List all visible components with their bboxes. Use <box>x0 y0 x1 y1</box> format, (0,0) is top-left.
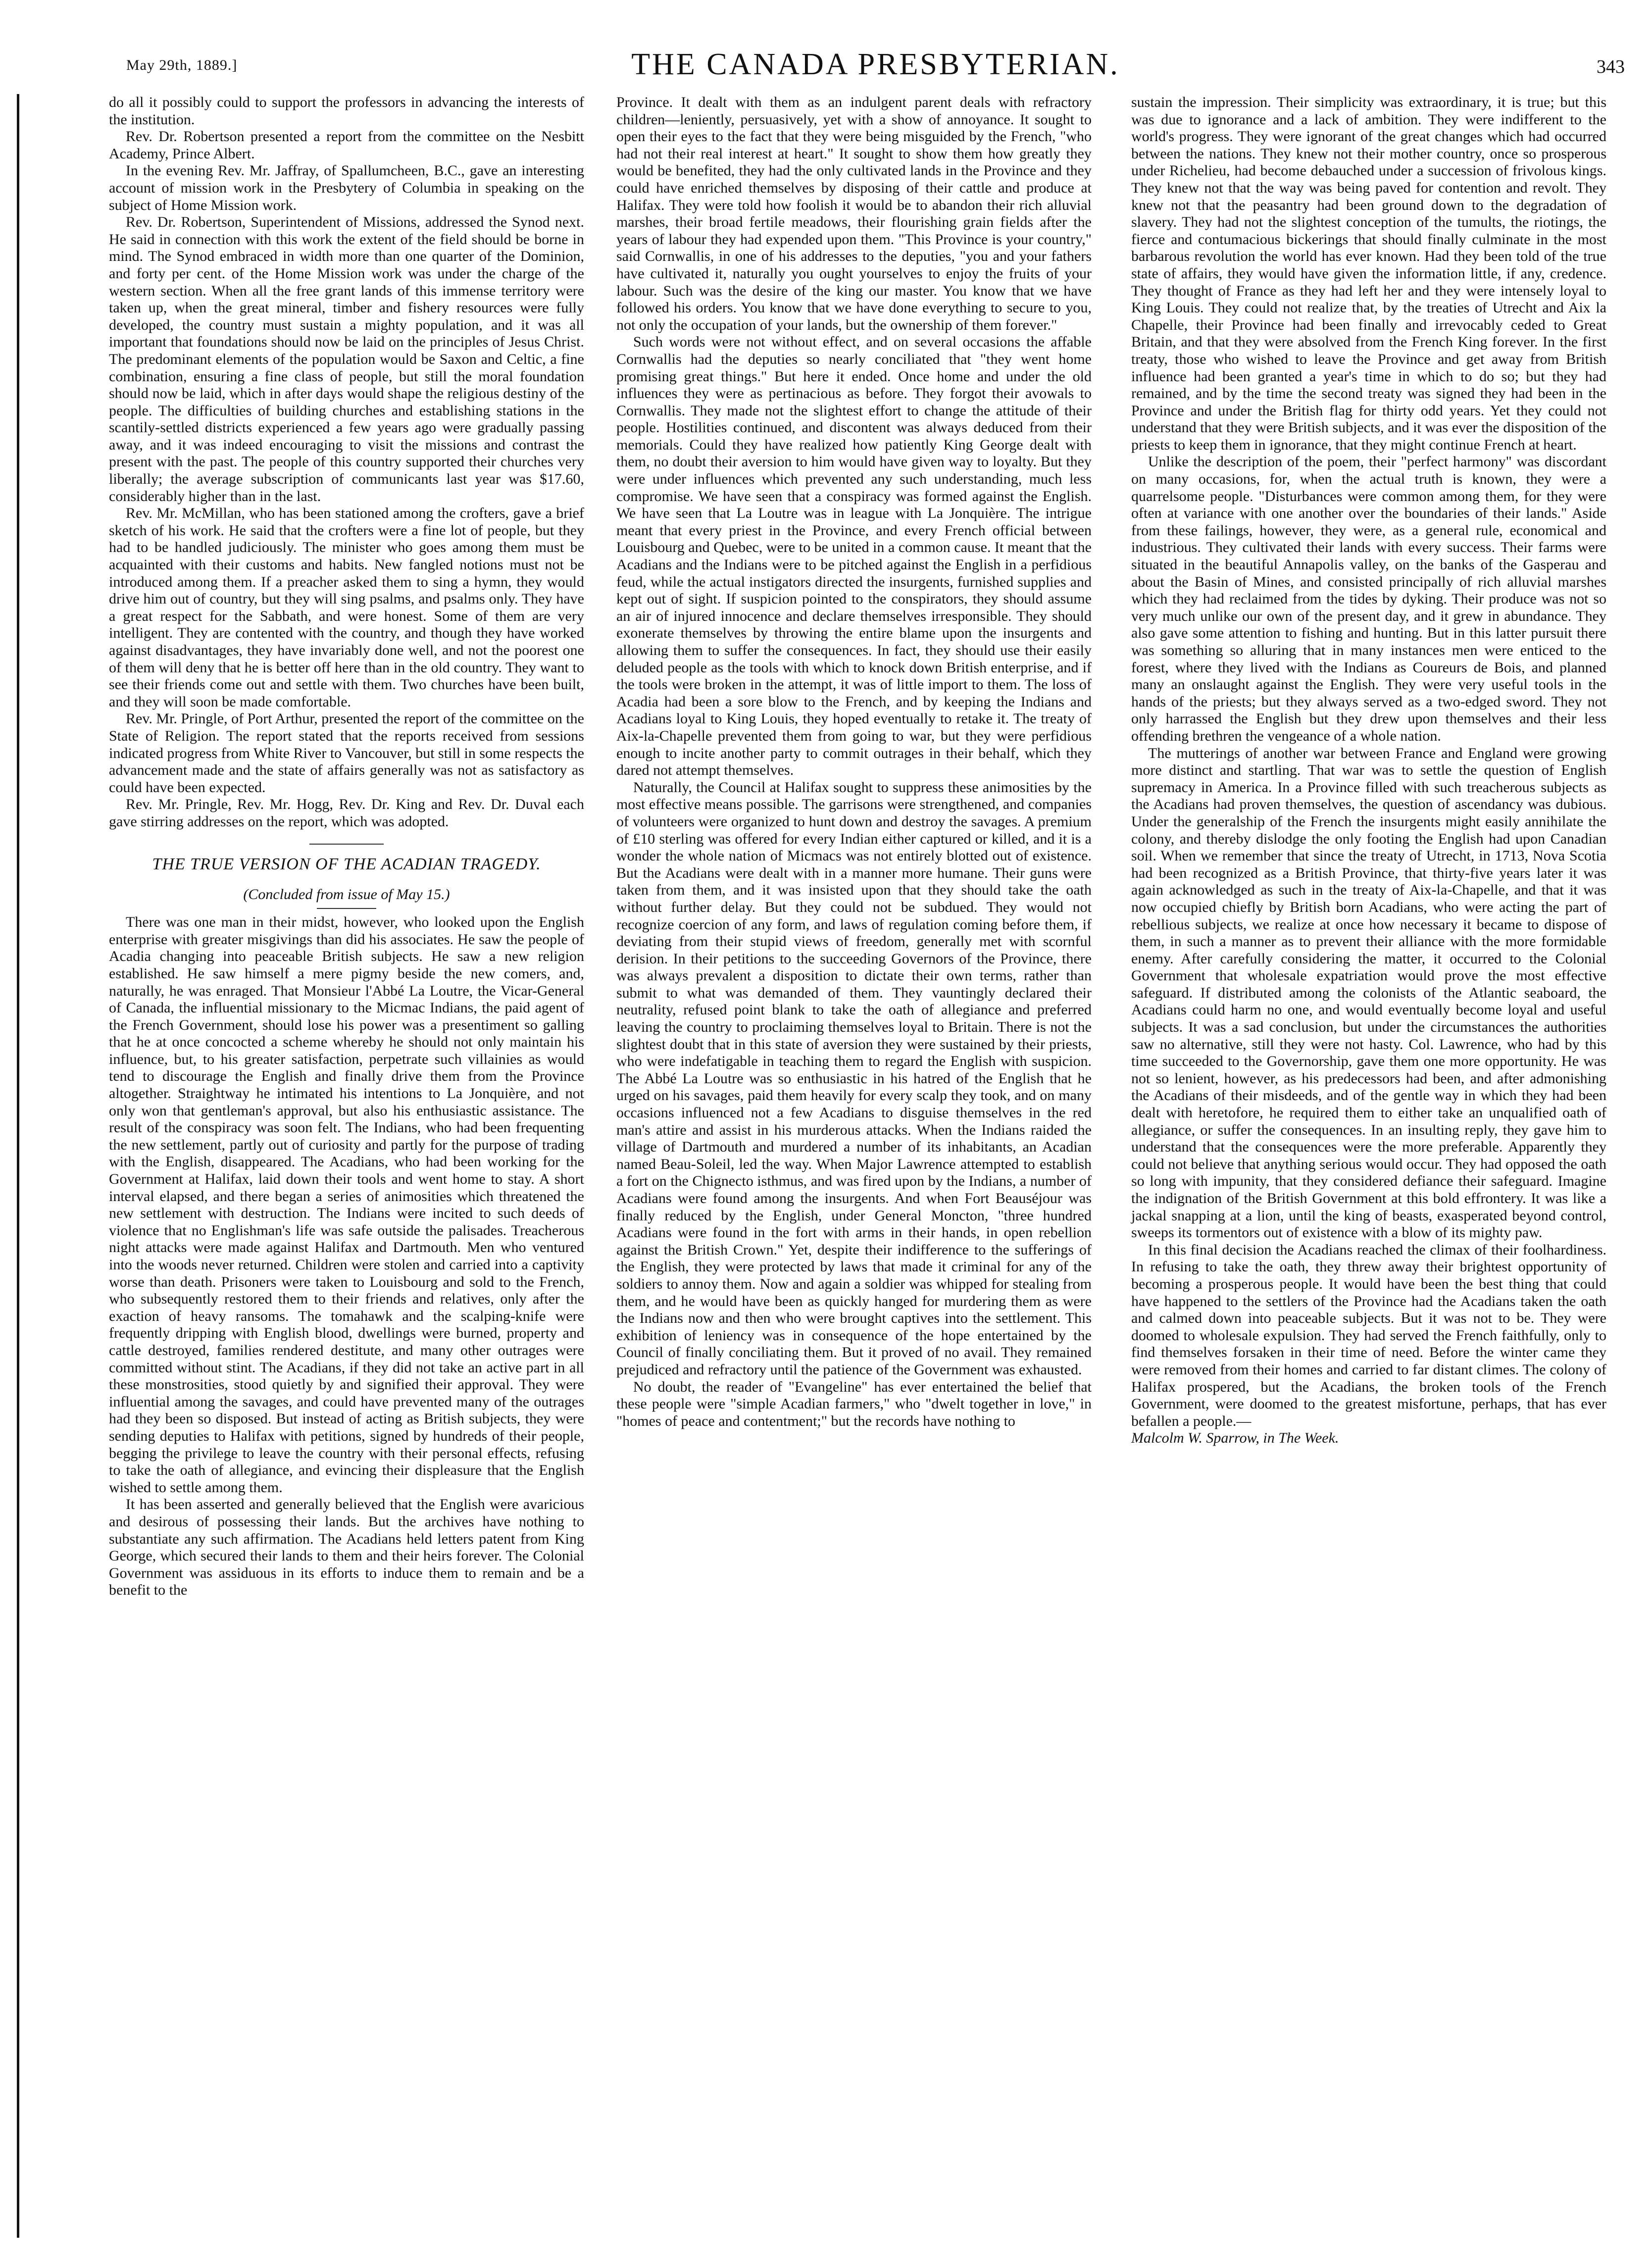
paragraph: Naturally, the Council at Halifax sought to suppress these animosities by the most effective means possible. The garrisons were strengthened, and companies of volunteers were organized to hunt down and destroy the savages. A premium of £10 sterling was offered for every Indian either captured or killed, and it is a wonder the whole nation of Micmacs was not entirely blotted out of existence. But the Acadians were dealt with in a manner more humane. Their guns were taken from them, and it was insisted upon that they should take the oath without further delay. But they could not be subdued. They would not recognize coercion of any form, and laws of regulation coming before them, if deviating from their stupid views of freedom, generally met with scornful derision. In their petitions to the succeeding Governors of the Province, there was always prevalent a disposition to dictate their own terms, rather than submit to what was demanded of them. They vauntingly declared their neutrality, refused point blank to take the oath of allegiance and preferred leaving the country to proclaiming themselves loyal to Britain. There is not the slightest doubt that in this state of aversion they were sustained by their priests, who were indefatigable in teaching them to regard the English with suspicion. The Abbé La Loutre was so enthusiastic in his hatred of the English that he urged on his savages, paid them heavily for every scalp they took, and on many occasions influenced not a few Acadians to disguise themselves in the red man's attire and assist in his murderous attacks. When the Indians raided the village of Dartmouth and murdered a number of its inhabitants, an Acadian named Beau-Soleil, led the way. When Major Lawrence attempted to establish a fort on the Chignecto isthmus, and was fired upon by the Indians, a number of Acadians were found among the insurgents. And when Fort Beauséjour was finally reduced by the English, under General Moncton, "three hundred Acadians were found in the fort with arms in their hands, in open rebellion against the British Crown." Yet, despite their indifference to the sufferings of the English, they were protected by laws that made it criminal for any of the soldiers to annoy them. Now and again a soldier was whipped for stealing from them, and he would have been as quickly hanged for murdering them as were the Indians now and then who were brought captives into the settlement. This exhibition of leniency was in consequence of the hope entertained by the Council of finally conciliating them. But it proved of no avail. They remained prejudiced and refractory until the patience of the Government was exhausted. <box>616 779 1092 1378</box>
paragraph: Rev. Mr. Pringle, Rev. Mr. Hogg, Rev. Dr. King and Rev. Dr. Duval each gave stirring addresses on the report, which was adopted. <box>109 796 584 830</box>
paragraph: Province. It dealt with them as an indulgent parent deals with refractory children—leniently, persuasively, yet with a show of annoyance. It sought to open their eyes to the fact that they were being misguided by the French, "who had not their real interest at heart." It sought to show them how greatly they would be benefited, they had the only cultivated lands in the Province and they could have enriched themselves by disposing of their cattle and produce at Halifax. They were told how foolish it would be to abandon their rich alluvial marshes, their broad fertile meadows, their flourishing grain fields after the years of labour they had expended upon them. "This Province is your country," said Cornwallis, in one of his addresses to the deputies, "you and your fathers have cultivated it, naturally you ought yourselves to enjoy the fruits of your labour. Such was the desire of the king our master. You know that we have followed his orders. You know that we have done everything to secure to you, not only the occupation of your lands, but the ownership of them forever." <box>616 94 1092 333</box>
paragraph: The mutterings of another war between France and England were growing more distinct and startling. That war was to settle the question of English supremacy in America. In a Province filled with such treacherous subjects as the Acadians had proven themselves, the question of ascendancy was dubious. Under the generalship of the French the insurgents might easily annihilate the colony, and thereby dislodge the only footing the English had upon Canadian soil. When we remember that since the treaty of Utrecht, in 1713, Nova Scotia had been recognized as a British Province, that thirty-five years later it was again acknowledged as such in the treaty of Aix-la-Chapelle, and that it was now occupied chiefly by British born Acadians, who were acting the part of rebellious subjects, we realize at once how necessary it became to dispose of them, in such a manner as to prevent their alliance with the more formidable enemy. After carefully considering the matter, it occurred to the Colonial Government that wholesale expatriation would prove the most effective safeguard. If distributed among the colonists of the Atlantic seaboard, the Acadians could harm no one, and would eventually become loyal and useful subjects. It was a sad conclusion, but under the circumstances the authorities saw no alternative, still they were not hasty. Col. Lawrence, who had by this time succeeded to the Governorship, gave them one more opportunity. He was not so lenient, however, as his predecessors had been, and after admonishing the Acadians of their misdeeds, and of the gentle way in which they had been dealt with heretofore, he required them to either take an unqualified oath of allegiance, or suffer the consequences. In an insulting reply, they gave him to understand that the consequences were the more preferable. Apparently they could not believe that anything serious would occur. They had opposed the oath so long with impunity, that they considered defiance their safeguard. Imagine the indignation of the British Government at this bold effrontery. It was like a jackal snapping at a lion, until the king of beasts, exasperated beyond control, sweeps its tormentors out of existence with a blow of its mighty paw. <box>1131 745 1606 1241</box>
paragraph: It has been asserted and generally believed that the English were avaricious and desirous of possessing their lands. But the archives have nothing to substantiate any such affirmation. The Acadians held letters patent from King George, which secured their lands to them and their heirs forever. The Colonial Government was assiduous in its efforts to induce them to remain and be a benefit to the <box>109 1496 584 1599</box>
paragraph: Rev. Mr. Pringle, of Port Arthur, presented the report of the committee on the State of Religion. The report stated that the reports received from sessions indicated progress from White River to Vancouver, but still in some respects the advancement made and the state of affairs generally was not as satisfactory as could have been expected. <box>109 710 584 796</box>
binding-margin-rule <box>17 94 19 2238</box>
issue-date: May 29th, 1889.] <box>126 57 238 73</box>
subtitle-rule <box>317 908 376 909</box>
paragraph: Rev. Mr. McMillan, who has been stationed among the crofters, gave a brief sketch of his work. He said that the crofters were a fine lot of people, but they had to be handled judiciously. The minister who goes among them must be acquainted with their customs and habits. New fangled notions must not be introduced among them. If a preacher asked them to sing a hymn, they would drive him out of country, but they will sing psalms, and psalms only. They have a great respect for the Sabbath, and were honest. Some of them are very intelligent. They are contented with the country, and though they have worked against disadvantages, they have invariably done well, and not the poorest one of them will deny that he is better off here than in the old country. They want to see their friends come out and settle with them. Two churches have been built, and they will soon be made comfortable. <box>109 505 584 710</box>
page-header <box>126 47 1625 87</box>
paragraph: do all it possibly could to support the professors in advancing the interests of the institution. <box>109 94 584 128</box>
article-title: THE TRUE VERSION OF THE ACADIAN TRAGEDY. <box>152 854 541 873</box>
column-1 <box>109 94 584 1599</box>
paragraph: There was one man in their midst, however, who looked upon the English enterprise with greater misgivings than did his associates. He saw the people of Acadia changing into peaceable British subjects. He saw a new religion established. He saw himself a mere pigmy beside the new comers, and, naturally, he was enraged. That Monsieur l'Abbé La Loutre, the Vicar-General of Canada, the influential missionary to the Micmac Indians, the paid agent of the French Government, should lose his power was a presentiment so galling that he at once concocted a scheme whereby he should not only maintain his influence, but, to his greater satisfaction, perpetrate such villainies as would tend to discourage the English and finally drive them from the Province altogether. Straightway he intimated his intentions to La Jonquière, and not only won that gentleman's approval, but also his enthusiastic assistance. The result of the conspiracy was soon felt. The Indians, who had been frequenting the new settlement, partly out of curiosity and partly for the purpose of trading with the English, disappeared. The Acadians, who had been working for the Government at Halifax, laid down their tools and went home to stay. A short interval elapsed, and there began a series of animosities which threatened the new settlement with destruction. The Indians were incited to such deeds of violence that no Englishman's life was safe outside the palisades. Treacherous night attacks were made against Halifax and Dartmouth. Men who ventured into the woods never returned. Children were stolen and carried into a captivity worse than death. Prisoners were taken to Louisbourg and sold to the French, who subsequently restored them to their friends and relatives, only after the exaction of heavy ransoms. The tomahawk and the scalping-knife were frequently dripping with English blood, dwellings were burned, property and cattle destroyed, families rendered destitute, and many other outrages were committed without stint. The Acadians, if they did not take an active part in all these monstrosities, stood quietly by and signified their approval. They were influential among the savages, and could have prevented many of the outrages had they been so disposed. But instead of acting as British subjects, they were sending deputies to Halifax with petitions, signed by hundreds of their people, begging the privilege to leave the country with their personal effects, refusing to take the oath of allegiance, and evincing their displeasure that the English wished to settle among them. <box>109 914 584 1496</box>
paragraph: No doubt, the reader of "Evangeline" has ever entertained the belief that these people were "simple Acadian farmers," who "dwelt together in love," in "homes of peace and contentment;" but the records have nothing to <box>616 1378 1092 1429</box>
paragraph: In the evening Rev. Mr. Jaffray, of Spallumcheen, B.C., gave an interesting account of mission work in the Presbytery of Columbia in speaking on the subject of Home Mission work. <box>109 162 584 213</box>
paragraph: In this final decision the Acadians reached the climax of their foolhardiness. In refusing to take the oath, they threw away their brightest opportunity of becoming a prosperous people. It would have been the best thing that could have happened to the settlers of the Province had the Acadians taken the oath and calmed down into peaceable subjects. But it was not to be. They were doomed to wholesale expulsion. They had served the French faithfully, only to find themselves forsaken in their time of need. Before the winter came they were removed from their homes and carried to far distant climes. The colony of Halifax prospered, but the Acadians, the broken tools of the French Government, were doomed to the greatest misfortune, perhaps, that has ever befallen a people.— <box>1131 1241 1606 1429</box>
masthead-title: THE CANADA PRESBYTERIAN. <box>631 48 1120 81</box>
paragraph: Unlike the description of the poem, their "perfect harmony" was discordant on many occasions, for, when the actual truth is known, they were a quarrelsome people. "Disturbances were common among them, for they were often at variance with one another over the boundaries of their lands." Aside from these failings, however, they were, as a general rule, economical and industrious. They cultivated their lands with every success. Their farms were situated in the beautiful Annapolis valley, on the banks of the Gasperau and about the Basin of Mines, and consisted principally of rich alluvial marshes which they had reclaimed from the tides by dyking. Their produce was not so very much unlike our own of the present day, and it grew in abundance. They also gave some attention to fishing and hunting. But in this latter pursuit there was something so alluring that in many instances men were enticed to the forest, where they lived with the Indians as Coureurs de Bois, and planned many an onslaught against the English. They were very useful tools in the hands of the priests; but they always served as a two-edged sword. They not only harrassed the English but they drew upon themselves and their less offending brethren the vengeance of a whole nation. <box>1131 453 1606 744</box>
page-number: 343 <box>1597 56 1625 77</box>
column-3 <box>1131 94 1606 1447</box>
section-divider <box>309 844 384 845</box>
paragraph: Rev. Dr. Robertson presented a report from the committee on the Nesbitt Academy, Prince Albert. <box>109 128 584 162</box>
paragraph: sustain the impression. Their simplicity was extraordinary, it is true; but this was due to ignorance and a lack of ambition. They were indifferent to the world's progress. They were ignorant of the great changes which had occurred between the nations. They knew not their mother country, once so prosperous under Richelieu, had become debauched under a succession of frivolous kings. They knew not that the way was being paved for contention and revolt. They knew not that the peasantry had been ground down to the degradation of slavery. They had not the slightest conception of the tumults, the riotings, the fierce and contumacious bickerings that should finally culminate in the most barbarous revolution the world has ever known. Had they been told of the true state of affairs, they would have given the information little, if any, credence. They thought of France as they had left her and they were intensely loyal to King Louis. They could not realize that, by the treaties of Utrecht and Aix la Chapelle, their Province had been finally and irrevocably ceded to Great Britain, and that they were absolved from the French King forever. In the first treaty, those who wished to leave the Province and get away from British influence had been granted a year's time in which to do so; but they had remained, and by the time the second treaty was signed they had been in the Province and under the British flag for thirty odd years. Yet they could not understand that they were British subjects, and it was ever the disposition of the priests to keep them in ignorance, that they might continue French at heart. <box>1131 94 1606 453</box>
article-continuation-note: (Concluded from issue of May 15.) <box>243 886 450 903</box>
paragraph: Such words were not without effect, and on several occasions the affable Cornwallis had the deputies so nearly conciliated that "they went home promising great things." But here it ended. Once home and under the old influences they were as pertinacious as before. They forgot their avowals to Cornwallis. They made not the slightest effort to change the attitude of their people. Hostilities continued, and discontent was always deduced from their memorials. Could they have realized how patiently King George dealt with them, no doubt their aversion to him would have given way to loyalty. But they were under influences which prevented any such understanding, much less compromise. We have seen that a conspiracy was formed against the English. We have seen that La Loutre was in league with La Jonquière. The intrigue meant that every priest in the Province, and every French official between Louisbourg and Quebec, were to be united in a common cause. It meant that the Acadians and the Indians were to be pitched against the English in a perfidious feud, while the actual instigators directed the insurgents, furnished supplies and kept out of sight. If suspicion pointed to the conspirators, they should assume an air of injured innocence and declare themselves irresponsible. They should exonerate themselves by throwing the entire blame upon the insurgents and allowing them to suffer the consequences. In fact, they should use their easily deluded people as the tools with which to knock down British enterprise, and if the tools were broken in the attempt, it was of little import to them. The loss of Acadia had been a sore blow to the French, and by keeping the Indians and Acadians loyal to King Louis, they hoped eventually to retake it. The treaty of Aix-la-Chapelle prevented them from going to war, but they were perfidious enough to incite another party to commit outrages in their behalf, which they dared not attempt themselves. <box>616 334 1092 779</box>
article-byline: Malcolm W. Sparrow, in The Week. <box>1131 1430 1339 1447</box>
column-2 <box>616 94 1092 1430</box>
paragraph: Rev. Dr. Robertson, Superintendent of Missions, addressed the Synod next. He said in connection with this work the extent of the field should be borne in mind. The Synod embraced in width more than one quarter of the Dominion, and forty per cent. of the Home Mission work was under the charge of the western section. When all the free grant lands of this immense territory were taken up, when the great mineral, timber and fishery resources were fully developed, the country must sustain a mighty population, and it was all important that foundations should now be laid on the principles of Jesus Christ. The predominant elements of the population would be Saxon and Celtic, a fine combination, ensuring a fine class of people, but still the moral foundation should now be laid, which in after days would shape the religious destiny of the people. The difficulties of building churches and establishing stations in the scantily-settled districts experienced a few years ago were gradually passing away, and it was indeed encouraging to visit the missions and contrast the present with the past. The people of this country supported their churches very liberally; the average subscription of communicants last year was $17.60, considerably higher than in the last. <box>109 214 584 504</box>
